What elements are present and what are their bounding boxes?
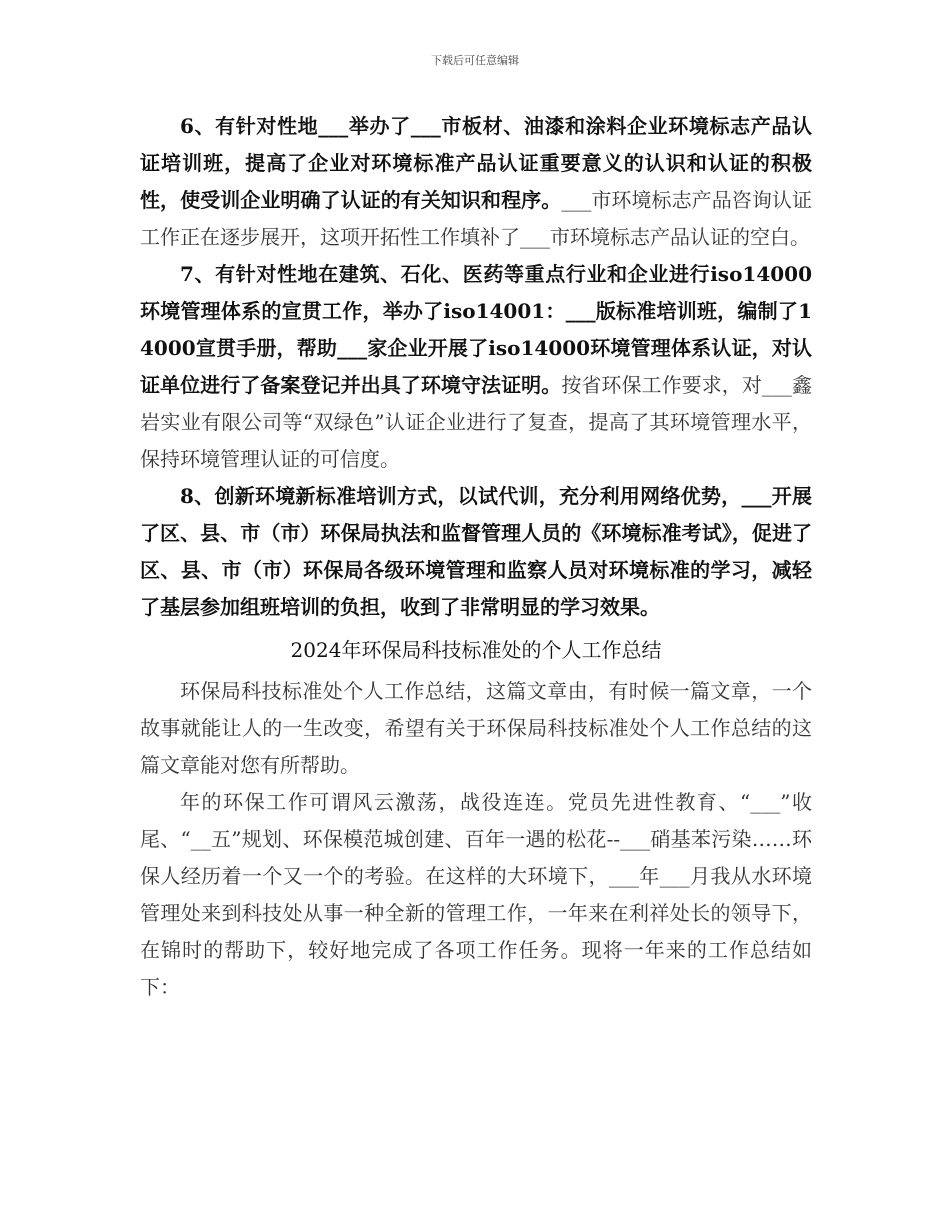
section-item-6 <box>140 108 812 256</box>
section-7-normal-text: 按省环保工作要求，对___鑫岩实业有限公司等“双绿色”认证企业进行了复查，提高了其环境管理水平，保持环境管理认证的可信度。 <box>140 373 812 471</box>
body-paragraph-intro: 环保局科技标准处个人工作总结，这篇文章由，有时候一篇文章，一个故事就能让人的一生改变，希望有关于环保局科技标准处个人工作总结的这篇文章能对您有所帮助。 <box>140 679 812 777</box>
section-7-bold-text: 7、有针对性地在建筑、石化、医药等重点行业和企业进行iso14000环境管理体系的宣贯工作，举办了iso14001：___版标准培训班，编制了14000宣贯手册，帮助___家企业开展了iso14000环境管理体系认证，对认证单位进行了备案登记并出具了环境守法证明。 <box>140 262 812 397</box>
document-body <box>140 108 812 1006</box>
page-header: 下载后可任意编辑 <box>431 54 519 67</box>
section-6-normal-text: ___市环境标志产品咨询认证工作正在逐步展开，这项开拓性工作填补了___市环境标志产品认证的空白。 <box>140 188 812 249</box>
section-8-bold-text: 8、创新环境新标准培训方式，以试代训，充分利用网络优势，___开展了区、县、市（市）环保局执法和监督管理人员的《环境标准考试》，促进了区、县、市（市）环保局各级环境管理和监察人员对环境标准的学习，减轻了基层参加组班培训的负担，收到了非常明显的学习效果。 <box>140 484 812 619</box>
section-item-7 <box>140 256 812 478</box>
section-item-8 <box>140 478 812 626</box>
section-6-bold-text: 6、有针对性地___举办了___市板材、油漆和涂料企业环境标志产品认证培训班，提高了企业对环境标准产品认证重要意义的认识和认证的积极性，使受训企业明确了认证的有关知识和程序。 <box>140 114 812 212</box>
article-title: 2024年环保局科技标准处的个人工作总结 <box>290 638 662 662</box>
body-paragraph-summary: 年的环保工作可谓风云激荡，战役连连。党员先进性教育、“___”收尾、“__五”规划、环保模范城创建、百年一遇的松花--___硝基苯污染……环保人经历着一个又一个的考验。在这样的大环境下，___年___月我从水环境管理处来到科技处从事一种全新的管理工作，一年来在利祥处长的领导下，在锦时的帮助下，较好地完成了各项工作任务。现将一年来的工作总结如下： <box>140 790 812 999</box>
